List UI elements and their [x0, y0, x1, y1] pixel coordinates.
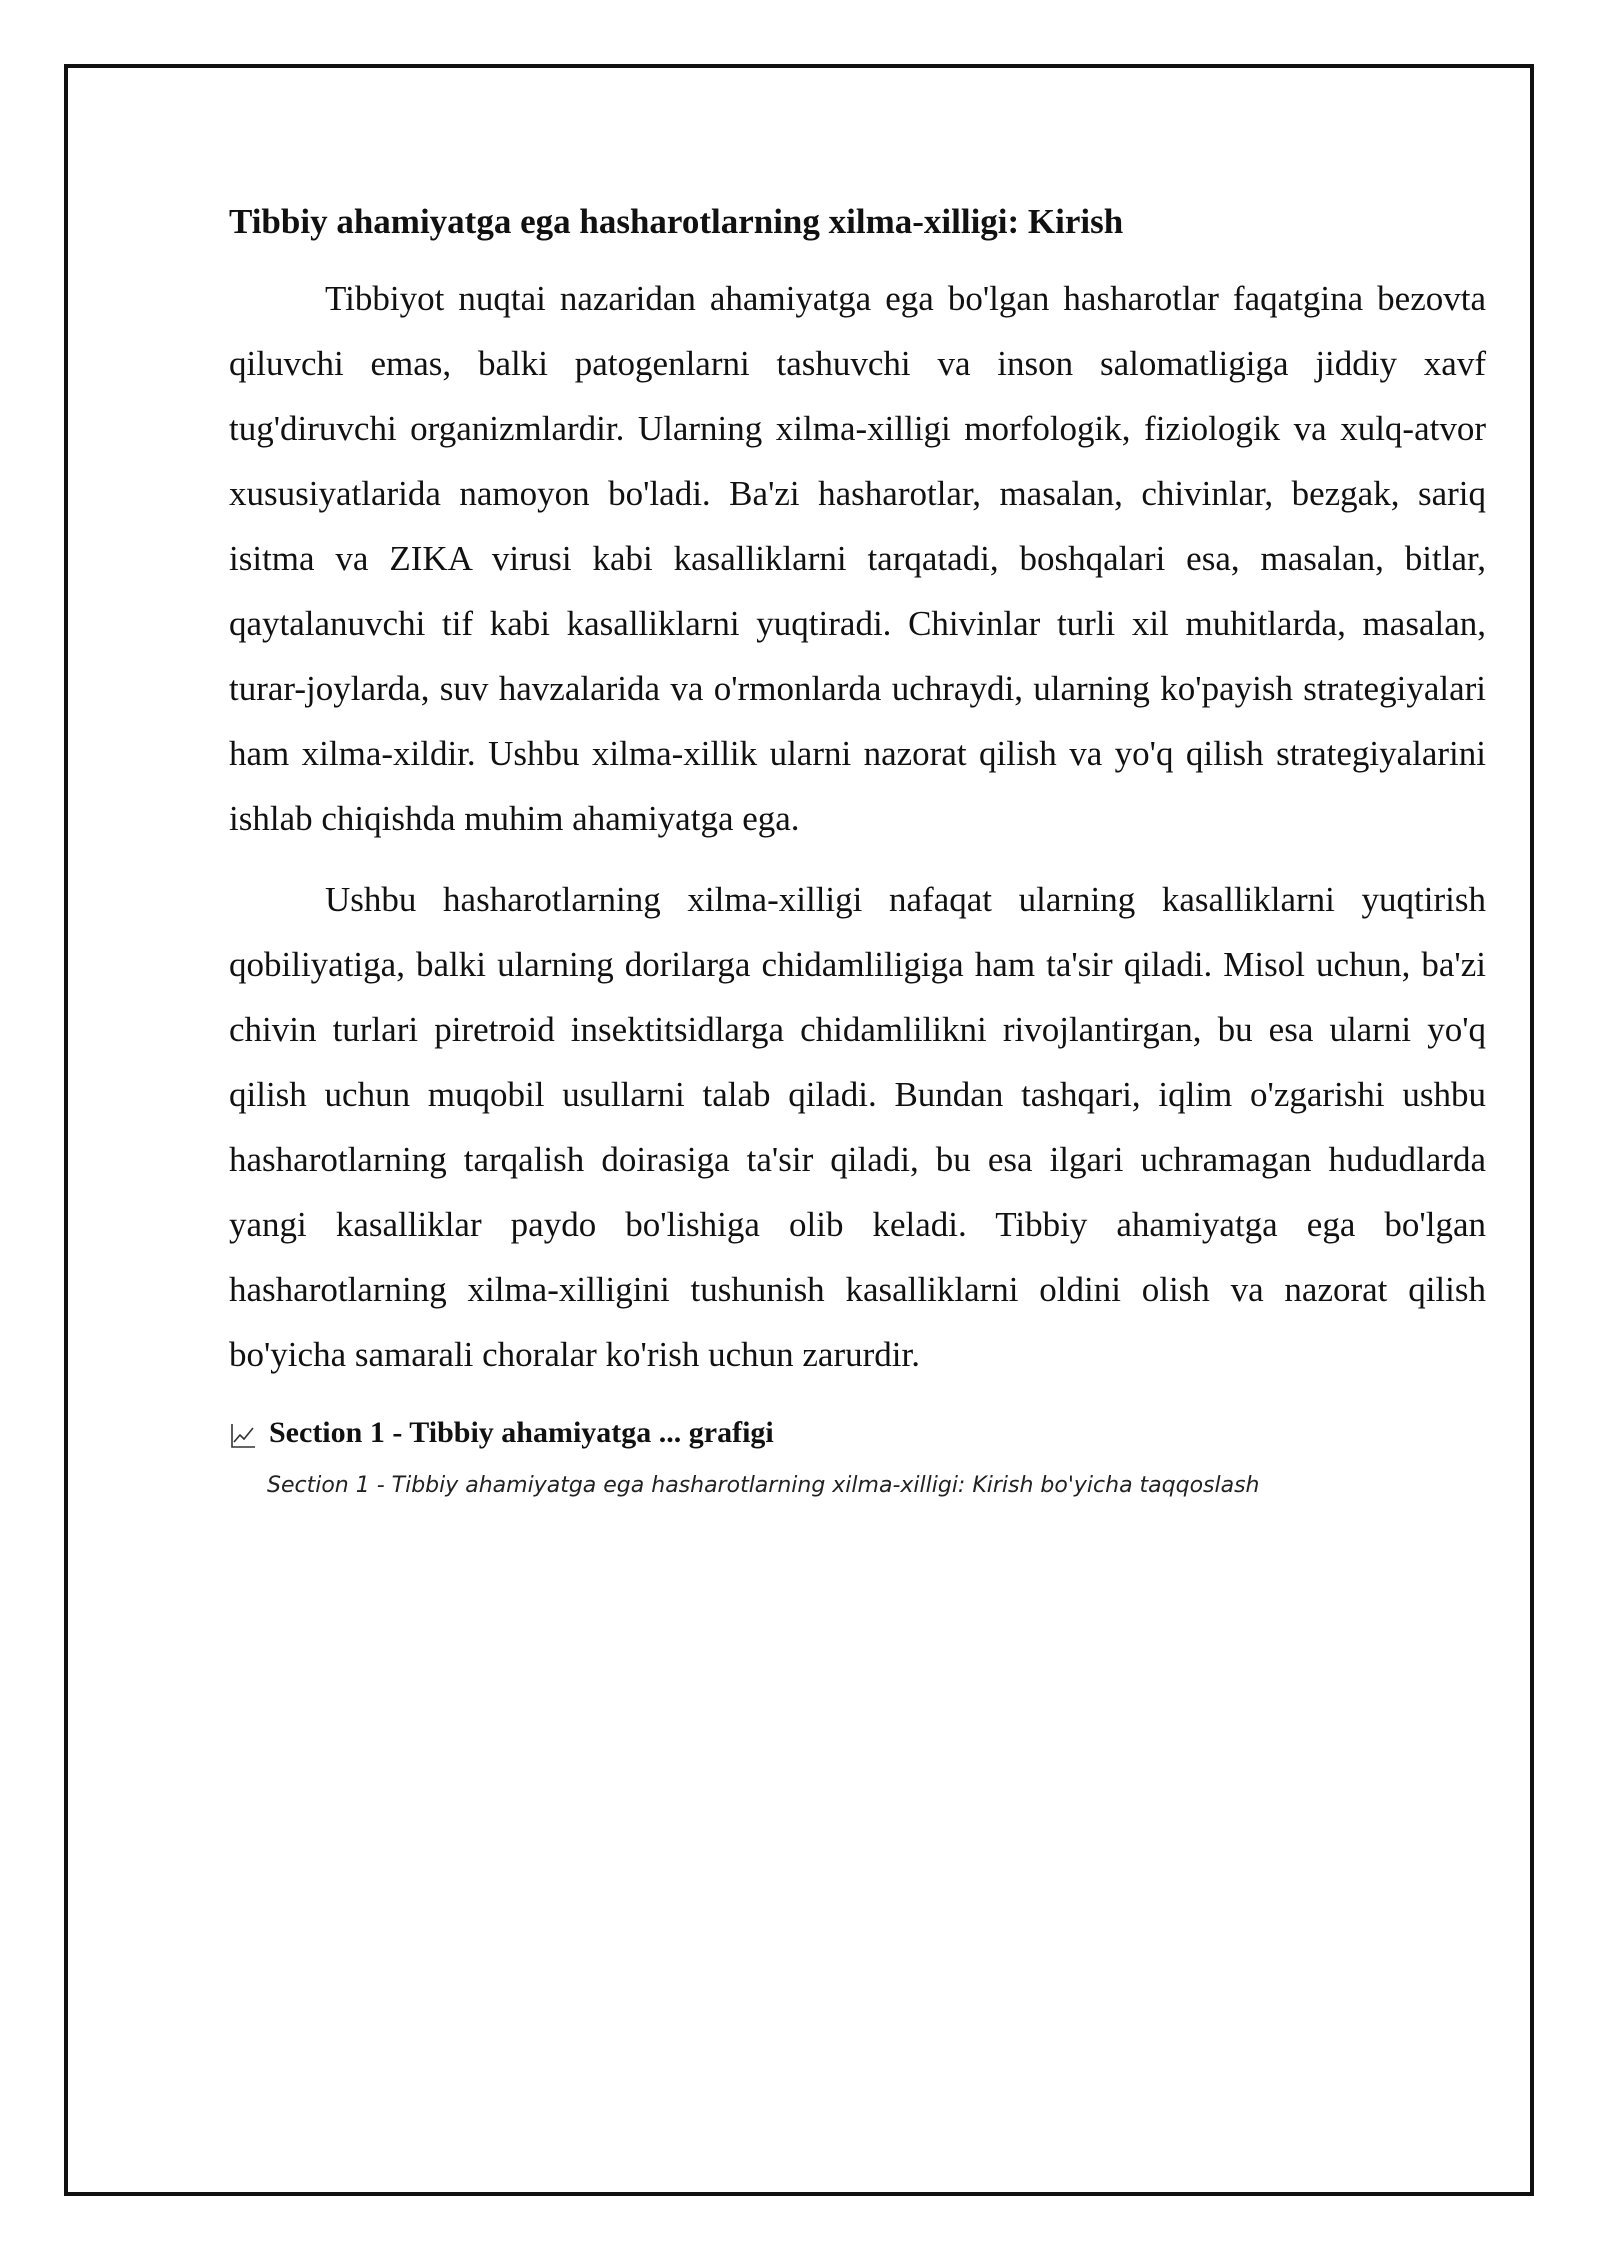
- line-chart-icon: [229, 1419, 257, 1447]
- chart-heading-text: Section 1 - Tibbiy ahamiyatga ... grafigi: [269, 1416, 774, 1449]
- paragraph-1: Tibbiyot nuqtai nazaridan ahamiyatga ega bo'lgan hasharotlar faqatgina bezovta qiluvchi emas, balki patogenlarni tashuvchi va inson salomatligiga jiddiy xavf tug'diruvchi organizmlardir. Ularning xilma-xilligi morfologik, fiziologik va xulq-atvor xususiyatlarida namoyon bo'ladi. Ba'zi hasharotlar, masalan, chivinlar, bezgak, sariq isitma va ZIKA virusi kabi kasalliklarni tarqatadi, boshqalari esa, masalan, bitlar, qaytalanuvchi tif kabi kasalliklarni yuqtiradi. Chivinlar turli xil muhitlarda, masalan, turar-joylarda, suv havzalarida va o'rmonlarda uchraydi, ularning ko'payish strategiyalari ham xilma-xildir. Ushbu xilma-xillik ularni nazorat qilish va yo'q qilish strategiyalarini ishlab chiqishda muhim ahamiyatga ega.: [229, 279, 1486, 838]
- paragraph-2: Ushbu hasharotlarning xilma-xilligi nafaqat ularning kasalliklarni yuqtirish qobiliyatiga, balki ularning dorilarga chidamliligiga ham ta'sir qiladi. Misol uchun, ba'zi chivin turlari piretroid insektitsidlarga chidamlilikni rivojlantirgan, bu esa ularni yo'q qilish uchun muqobil usullarni talab qiladi. Bundan tashqari, iqlim o'zgarishi ushbu hasharotlarning tarqalish doirasiga ta'sir qiladi, bu esa ilgari uchramagan hududlarda yangi kasalliklar paydo bo'lishiga olib keladi. Tibbiy ahamiyatga ega bo'lgan hasharotlarning xilma-xilligini tushunish kasalliklarni oldini olish va nazorat qilish bo'yicha samarali choralar ko'rish uchun zarurdir.: [229, 880, 1486, 1374]
- page-content: [229, 196, 1486, 1503]
- chart-caption: Section 1 - Tibbiy ahamiyatga ega hasharotlarning xilma-xilligi: Kirish bo'yicha taqqoslash: [267, 1473, 1260, 1498]
- chart-heading: [229, 1411, 1486, 1455]
- chart-section: [229, 1411, 1486, 1503]
- document-title: Tibbiy ahamiyatga ega hasharotlarning xilma-xilligi: Kirish: [229, 202, 1124, 241]
